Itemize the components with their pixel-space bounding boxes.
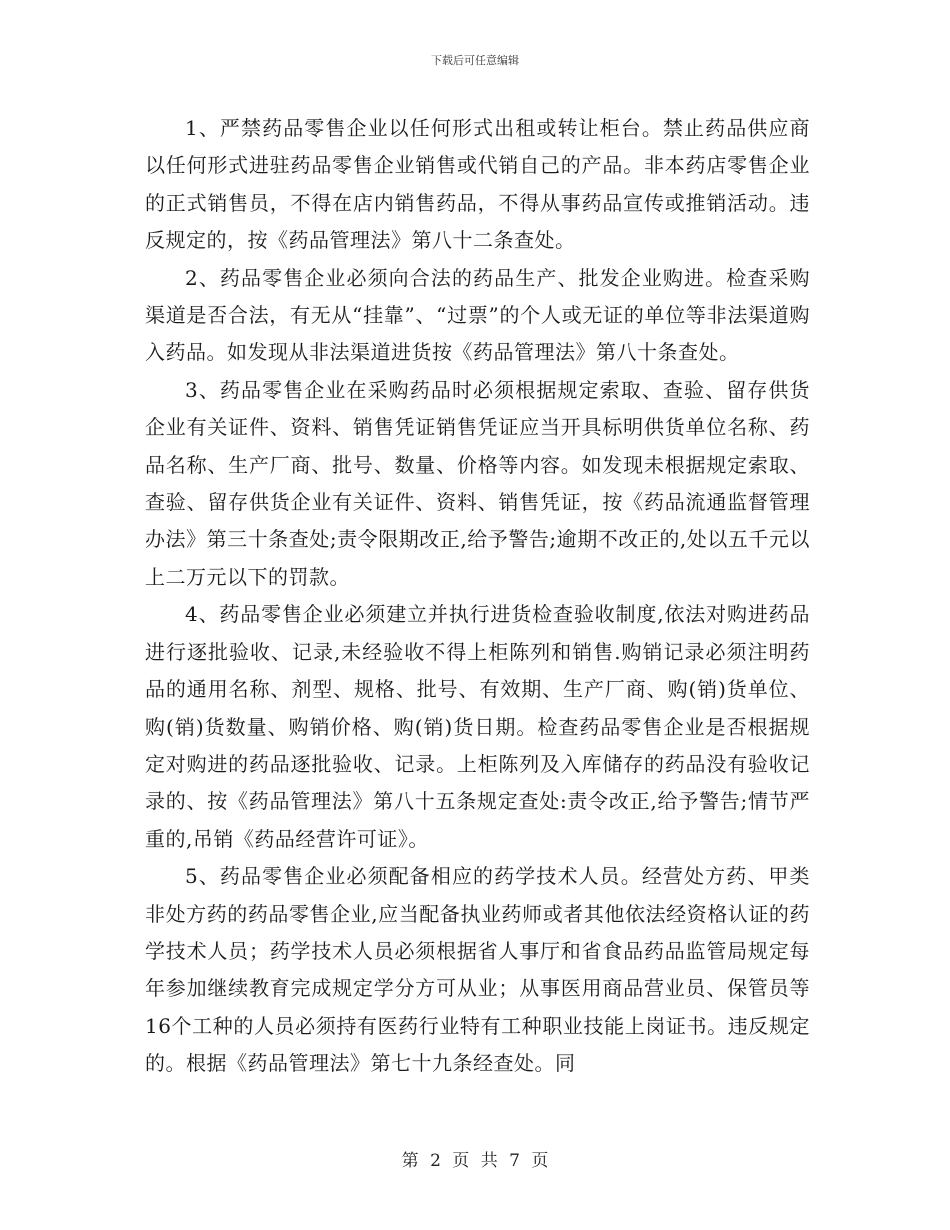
document-body [145, 110, 810, 1083]
paragraph-4: 4、药品零售企业必须建立并执行进货检查验收制度,依法对购进药品进行逐批验收、记录,未经验收不得上柜陈列和销售.购销记录必须注明药品的通用名称、剂型、规格、批号、有效期、生产厂商、购(销)货单位、购(销)货数量、购销价格、购(销)货日期。检查药品零售企业是否根据规定对购进的药品逐批验收、记录。上柜陈列及入库储存的药品没有验收记录的、按《药品管理法》第八十五条规定查处:责令改正,给予警告;情节严重的,吊销《药品经营许可证》。 [145, 602, 810, 851]
page-number: 第 2 页 共 7 页 [401, 1151, 549, 1171]
paragraph-3: 3、药品零售企业在采购药品时必须根据规定索取、查验、留存供货企业有关证件、资料、销售凭证销售凭证应当开具标明供货单位名称、药品名称、生产厂商、批号、数量、价格等内容。如发现未根据规定索取、查验、留存供货企业有关证件、资料、销售凭证，按《药品流通监督管理办法》第三十条查处;责令限期改正,给予警告;逾期不改正的,处以五千元以上二万元以下的罚款。 [145, 377, 810, 589]
paragraph-2: 2、药品零售企业必须向合法的药品生产、批发企业购进。检查采购渠道是否合法，有无从“挂靠”、“过票”的个人或无证的单位等非法渠道购入药品。如发现从非法渠道进货按《药品管理法》第八十条查处。 [145, 265, 810, 365]
paragraph-1: 1、严禁药品零售企业以任何形式出租或转让柜台。禁止药品供应商以任何形式进驻药品零售企业销售或代销自己的产品。非本药店零售企业的正式销售员，不得在店内销售药品，不得从事药品宣传或推销活动。违反规定的，按《药品管理法》第八十二条查处。 [145, 116, 810, 253]
header-note: 下载后可任意编辑 [431, 54, 519, 67]
paragraph-5: 5、药品零售企业必须配备相应的药学技术人员。经营处方药、甲类非处方药的药品零售企业,应当配备执业药师或者其他依法经资格认证的药学技术人员；药学技术人员必须根据省人事厅和省食品药品监管局规定每年参加继续教育完成规定学分方可从业；从事医用商品营业员、保管员等16个工种的人员必须持有医药行业特有工种职业技能上岗证书。违反规定的。根据《药品管理法》第七十九条经查处。同 [145, 864, 810, 1076]
